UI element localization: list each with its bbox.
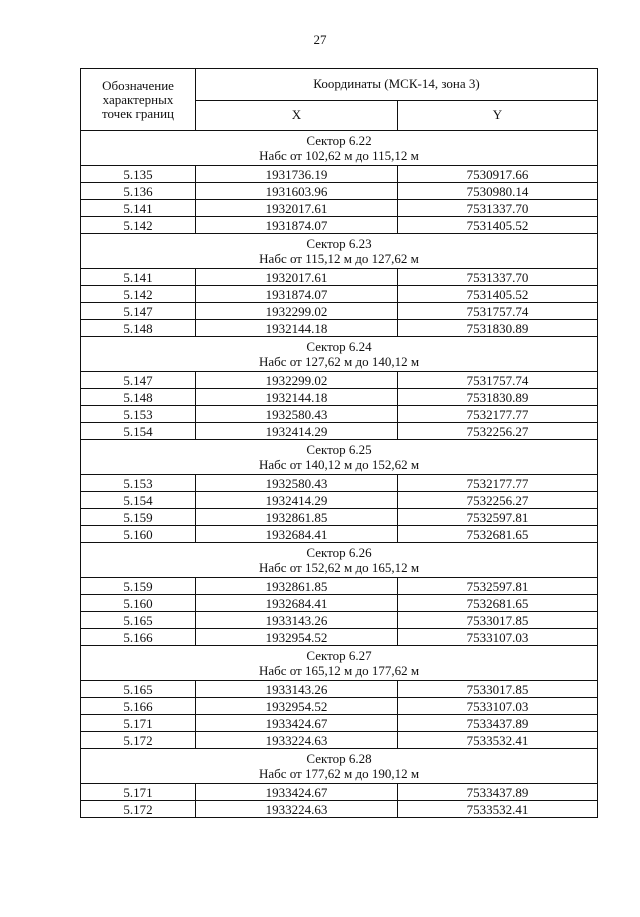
table-row (81, 389, 598, 406)
table-row (81, 578, 598, 595)
sector-header-row (81, 440, 598, 475)
x-coordinate-cell: 1932954.52 (196, 698, 398, 715)
y-column-header: Y (398, 100, 598, 131)
table-row (81, 629, 598, 646)
sector-header (81, 543, 598, 578)
table-row (81, 801, 598, 818)
point-id-cell: 5.142 (81, 286, 196, 303)
sector-title: Сектор 6.27 (306, 648, 372, 663)
y-coordinate-cell: 7533437.89 (398, 715, 598, 732)
x-coordinate-cell: 1932580.43 (196, 475, 398, 492)
point-id-cell: 5.160 (81, 526, 196, 543)
table-row (81, 681, 598, 698)
table-row (81, 303, 598, 320)
y-coordinate-cell: 7531830.89 (398, 320, 598, 337)
coordinates-header: Координаты (МСК-14, зона 3) (196, 69, 598, 101)
y-coordinate-cell: 7531757.74 (398, 372, 598, 389)
sector-header (81, 646, 598, 681)
sector-header-row (81, 543, 598, 578)
y-coordinate-cell: 7532597.81 (398, 509, 598, 526)
point-id-cell: 5.136 (81, 183, 196, 200)
x-coordinate-cell: 1932684.41 (196, 526, 398, 543)
sector-height-range: Набс от 140,12 м до 152,62 м (258, 457, 420, 472)
point-id-cell: 5.153 (81, 475, 196, 492)
y-coordinate-cell: 7531337.70 (398, 200, 598, 217)
x-coordinate-cell: 1933424.67 (196, 715, 398, 732)
x-coordinate-cell: 1932580.43 (196, 406, 398, 423)
table-row (81, 715, 598, 732)
x-coordinate-cell: 1933424.67 (196, 784, 398, 801)
sector-header (81, 234, 598, 269)
x-coordinate-cell: 1932861.85 (196, 509, 398, 526)
y-coordinate-cell: 7532177.77 (398, 406, 598, 423)
sector-height-range: Набс от 115,12 м до 127,62 м (259, 251, 419, 266)
point-id-cell: 5.165 (81, 612, 196, 629)
y-coordinate-cell: 7531757.74 (398, 303, 598, 320)
point-id-cell: 5.159 (81, 578, 196, 595)
y-coordinate-cell: 7531337.70 (398, 269, 598, 286)
x-coordinate-cell: 1931603.96 (196, 183, 398, 200)
sector-title: Сектор 6.24 (306, 339, 372, 354)
sector-height-range: Набс от 127,62 м до 140,12 м (258, 354, 420, 369)
sector-header (81, 337, 598, 372)
label-column-header: Обозначение характерных точек границ (81, 69, 196, 131)
point-id-cell: 5.159 (81, 509, 196, 526)
y-coordinate-cell: 7532256.27 (398, 423, 598, 440)
point-id-cell: 5.172 (81, 732, 196, 749)
sector-header-row (81, 234, 598, 269)
point-id-cell: 5.171 (81, 715, 196, 732)
x-coordinate-cell: 1932684.41 (196, 595, 398, 612)
x-coordinate-cell: 1931874.07 (196, 217, 398, 234)
table-row (81, 406, 598, 423)
point-id-cell: 5.147 (81, 372, 196, 389)
x-coordinate-cell: 1932017.61 (196, 269, 398, 286)
x-coordinate-cell: 1932861.85 (196, 578, 398, 595)
y-coordinate-cell: 7530980.14 (398, 183, 598, 200)
point-id-cell: 5.141 (81, 200, 196, 217)
y-coordinate-cell: 7532256.27 (398, 492, 598, 509)
table-row (81, 526, 598, 543)
table-row (81, 423, 598, 440)
y-coordinate-cell: 7533017.85 (398, 681, 598, 698)
x-coordinate-cell: 1932017.61 (196, 200, 398, 217)
x-coordinate-cell: 1933143.26 (196, 681, 398, 698)
sector-header-row (81, 131, 598, 166)
y-coordinate-cell: 7533532.41 (398, 732, 598, 749)
x-coordinate-cell: 1933224.63 (196, 732, 398, 749)
y-coordinate-cell: 7533107.03 (398, 629, 598, 646)
y-coordinate-cell: 7532597.81 (398, 578, 598, 595)
sector-header-row (81, 337, 598, 372)
sector-title: Сектор 6.23 (306, 236, 372, 251)
table-row (81, 269, 598, 286)
table-row (81, 200, 598, 217)
sector-height-range: Набс от 165,12 м до 177,62 м (258, 663, 420, 678)
x-coordinate-cell: 1931874.07 (196, 286, 398, 303)
point-id-cell: 5.166 (81, 629, 196, 646)
table-row (81, 372, 598, 389)
x-coordinate-cell: 1932299.02 (196, 303, 398, 320)
point-id-cell: 5.135 (81, 166, 196, 183)
x-coordinate-cell: 1932299.02 (196, 372, 398, 389)
x-column-header: X (196, 100, 398, 131)
point-id-cell: 5.160 (81, 595, 196, 612)
coordinates-table (80, 68, 598, 818)
x-coordinate-cell: 1932954.52 (196, 629, 398, 646)
sector-title: Сектор 6.28 (306, 751, 372, 766)
table-row (81, 286, 598, 303)
table-row (81, 509, 598, 526)
x-coordinate-cell: 1931736.19 (196, 166, 398, 183)
y-coordinate-cell: 7532681.65 (398, 595, 598, 612)
x-coordinate-cell: 1933224.63 (196, 801, 398, 818)
x-coordinate-cell: 1932414.29 (196, 423, 398, 440)
sector-height-range: Набс от 152,62 м до 165,12 м (258, 560, 420, 575)
point-id-cell: 5.172 (81, 801, 196, 818)
sector-header (81, 440, 598, 475)
sector-header (81, 131, 598, 166)
point-id-cell: 5.153 (81, 406, 196, 423)
sector-height-range: Набс от 177,62 м до 190,12 м (258, 766, 420, 781)
y-coordinate-cell: 7530917.66 (398, 166, 598, 183)
point-id-cell: 5.171 (81, 784, 196, 801)
table-row (81, 492, 598, 509)
x-coordinate-cell: 1932144.18 (196, 389, 398, 406)
sector-header-row (81, 646, 598, 681)
point-id-cell: 5.141 (81, 269, 196, 286)
y-coordinate-cell: 7533437.89 (398, 784, 598, 801)
sector-header-row (81, 749, 598, 784)
point-id-cell: 5.165 (81, 681, 196, 698)
y-coordinate-cell: 7533017.85 (398, 612, 598, 629)
y-coordinate-cell: 7532681.65 (398, 526, 598, 543)
table-row (81, 217, 598, 234)
y-coordinate-cell: 7531405.52 (398, 286, 598, 303)
y-coordinate-cell: 7533107.03 (398, 698, 598, 715)
table-row (81, 612, 598, 629)
table-row (81, 320, 598, 337)
point-id-cell: 5.166 (81, 698, 196, 715)
table-row (81, 784, 598, 801)
y-coordinate-cell: 7533532.41 (398, 801, 598, 818)
x-coordinate-cell: 1932414.29 (196, 492, 398, 509)
point-id-cell: 5.147 (81, 303, 196, 320)
table-row (81, 183, 598, 200)
point-id-cell: 5.148 (81, 320, 196, 337)
point-id-cell: 5.154 (81, 492, 196, 509)
point-id-cell: 5.142 (81, 217, 196, 234)
sector-header (81, 749, 598, 784)
x-coordinate-cell: 1933143.26 (196, 612, 398, 629)
y-coordinate-cell: 7531830.89 (398, 389, 598, 406)
y-coordinate-cell: 7531405.52 (398, 217, 598, 234)
table-row (81, 698, 598, 715)
table-body (81, 131, 598, 818)
sector-title: Сектор 6.22 (306, 133, 372, 148)
y-coordinate-cell: 7532177.77 (398, 475, 598, 492)
sector-title: Сектор 6.25 (306, 442, 372, 457)
table-row (81, 475, 598, 492)
point-id-cell: 5.154 (81, 423, 196, 440)
x-coordinate-cell: 1932144.18 (196, 320, 398, 337)
sector-height-range: Набс от 102,62 м до 115,12 м (259, 148, 419, 163)
table-row (81, 732, 598, 749)
page-number: 27 (313, 32, 327, 47)
table-row (81, 595, 598, 612)
table-row (81, 166, 598, 183)
sector-title: Сектор 6.26 (306, 545, 372, 560)
point-id-cell: 5.148 (81, 389, 196, 406)
